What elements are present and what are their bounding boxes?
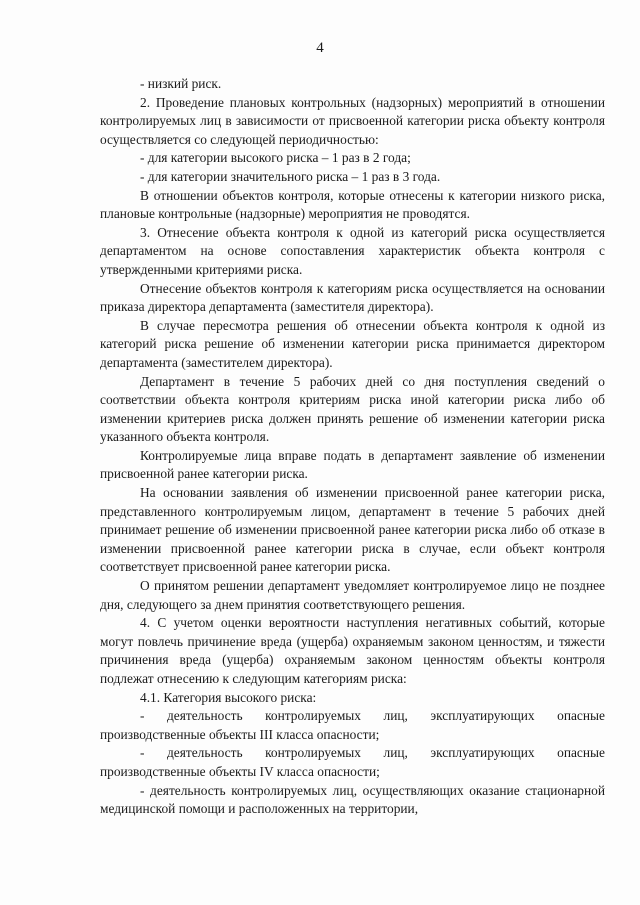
paragraph: В случае пересмотра решения об отнесении объекта контроля к одной из категорий риска решение об изменении категории риска принимается директором департамента (заместителем директора).	[100, 317, 605, 370]
paragraph: 4.1. Категория высокого риска:	[140, 689, 317, 705]
paragraph: Контролируемые лица вправе подать в департамент заявление об изменении присвоенной ранее категории риска.	[100, 447, 605, 482]
paragraph: 4. С учетом оценки вероятности наступления негативных событий, которые могут повлечь причинение вреда (ущерба) охраняемым законом ценностям, и тяжести причинения вреда (ущерба) охраняемым законом ценностям объекты контроля подлежат отнесению к следующим категориям риска:	[100, 615, 605, 686]
paragraph: О принятом решении департамент уведомляет контролируемое лицо не позднее дня, следующего за днем принятия соответствующего решения.	[100, 578, 605, 612]
paragraph: - для категории значительного риска – 1 раз в 3 года.	[140, 168, 441, 184]
document-body	[100, 75, 605, 819]
paragraph: Отнесение объектов контроля к категориям риска осуществляется на основании приказа директора департамента (заместителя директора).	[100, 280, 605, 315]
page-number: 4	[316, 40, 324, 56]
paragraph: Департамент в течение 5 рабочих дней со дня поступления сведений о соответствии объекта контроля критериям риска иной категории риска либо об изменении критериев риска должен принять решение об изменении категории риска указанного объекта контроля.	[100, 373, 605, 445]
paragraph: - низкий риск.	[140, 76, 222, 91]
paragraph: На основании заявления об изменении присвоенной ранее категории риска, представленного контролируемым лицом, департамент в течение 5 рабочих дней принимает решение об изменении присвоенной ранее категории риска либо об отказе в изменении присвоенной ранее категории риска в случае, если объект контроля соответствует присвоенной ранее категории риска.	[100, 485, 605, 575]
paragraph: - для категории высокого риска – 1 раз в 2 года;	[140, 150, 411, 166]
paragraph: - деятельность контролируемых лиц, эксплуатирующих опасные производственные объекты III класса опасности;	[100, 708, 605, 742]
paragraph: 3. Отнесение объекта контроля к одной из категорий риска осуществляется департаментом на основе сопоставления характеристик объекта контроля с утвержденными критериями риска.	[100, 224, 605, 277]
paragraph: - деятельность контролируемых лиц, эксплуатирующих опасные производственные объекты IV класса опасности;	[100, 745, 605, 779]
paragraph: 2. Проведение плановых контрольных (надзорных) мероприятий в отношении контролируемых лиц в зависимости от присвоенной категории риска объекту контроля осуществляется со следующей периодичностью:	[100, 94, 605, 147]
paragraph: В отношении объектов контроля, которые отнесены к категории низкого риска, плановые контрольные (надзорные) мероприятия не проводятся.	[100, 187, 605, 222]
paragraph: - деятельность контролируемых лиц, осуществляющих оказание стационарной медицинской помощи и расположенных на территории,	[100, 782, 605, 817]
